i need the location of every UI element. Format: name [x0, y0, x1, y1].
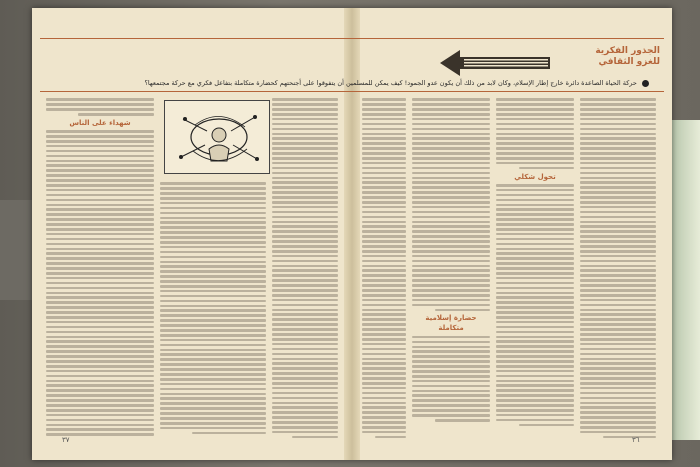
- column-l2: [160, 180, 266, 438]
- illustration-figure: [164, 100, 270, 174]
- column-l3: [46, 96, 154, 438]
- page-number-right: ٣٦: [632, 436, 640, 444]
- column-r3: [412, 96, 490, 438]
- subhead-hadara: حضارة إسلامية متكاملة: [425, 314, 477, 333]
- column-r1: [580, 96, 656, 438]
- scanner-edge-right: [672, 120, 700, 440]
- headline: [42, 76, 652, 90]
- column-r2: [496, 96, 574, 438]
- subhead-tahawwul: تحول شكلي: [514, 172, 556, 181]
- column-l1: [272, 96, 338, 438]
- magazine-spread: [32, 8, 672, 460]
- subhead-shuhada: شهداء على الناس: [69, 118, 131, 127]
- left-arrow-icon: [440, 50, 550, 76]
- column-r4: [362, 96, 406, 438]
- headline-text: حركة الحياة الصاعدة دائرة خارج إطار الإسلام، وكان لابد من ذلك أن يكون عدو الجمود! كيف يمكن للمسلمين أن يتفوقوا على أجنحتهم كحضارة متكاملة بتفاعل فكري مع حركة مجتمعها؟: [144, 79, 637, 87]
- scanner-edge-left: [0, 200, 32, 300]
- section-title: الجذور الفكرية للغزو الثقافي: [595, 46, 660, 67]
- bullet-icon: [642, 80, 649, 87]
- page-number-left: ٣٧: [62, 436, 70, 444]
